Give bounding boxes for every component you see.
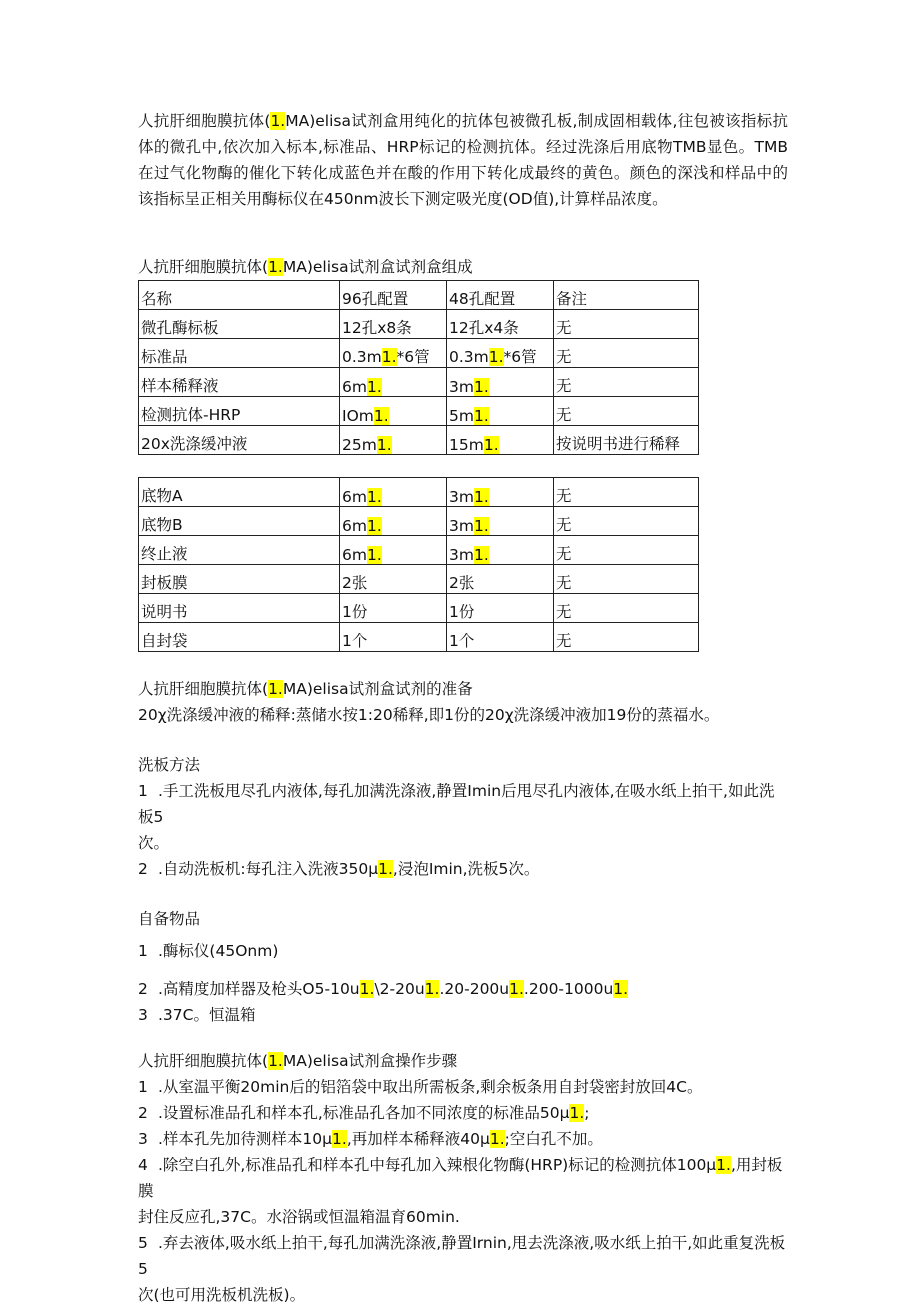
header-cell: 96孔配置 [340, 281, 447, 310]
cell-96: 25m1. [340, 426, 447, 455]
intro-text: MA)elisa试剂盒用纯化的抗体包被微孔板,制成固相载体,往包被该指标抗体的微孔中,依次加入标本,标准品、HRP标记的检测抗体。经过洗涤后用底物TMB显色。TMB在过气化物酶的催化下转化成蓝色并在酸的作用下转化成最终的黄色。颜色的深浅和样品中的该指标呈正相关用酶标仪在450nm波长下测定吸光度(OD值),计算样品浓度。 [138, 112, 788, 208]
cell-96: IOm1. [340, 397, 447, 426]
cell-96: 12孔x8条 [340, 310, 447, 339]
table-row [139, 623, 699, 652]
header-cell: 名称 [139, 281, 340, 310]
composition-table [138, 280, 699, 455]
list-item: 2 .高精度加样器及枪头O5-10u1.\2-20u1..20-200u1..200-1000u1. [138, 980, 629, 998]
cell-48: 3m1. [447, 507, 554, 536]
steps-list [138, 1074, 788, 1308]
table-row [139, 339, 699, 368]
list-item: 3 .37C。恒温箱 [138, 1006, 256, 1024]
cell-48: 2张 [447, 565, 554, 594]
list-item: 2 .自动洗板机:每孔注入洗液350μ1.,浸泡Imin,洗板5次。 [138, 860, 540, 878]
cell-48: 3m1. [447, 478, 554, 507]
cell-note: 无 [554, 507, 699, 536]
cell-name: 20x洗涤缓冲液 [139, 426, 340, 455]
cell-48: 5m1. [447, 397, 554, 426]
cell-name: 样本稀释液 [139, 368, 340, 397]
list-item-cont: 封住反应孔,37C。水浴锅或恒温箱温育60min. [138, 1208, 460, 1226]
table-row [139, 368, 699, 397]
composition-table-continued [138, 477, 699, 652]
list-item-cont: 次(也可用洗板机洗板)。 [138, 1286, 306, 1304]
cell-name: 底物A [139, 478, 340, 507]
prep-line: 20χ洗涤缓冲液的稀释:蒸储水按1:20稀释,即1份的20χ洗涤缓冲液加19份的蒸福水。 [138, 706, 720, 724]
cell-name: 终止液 [139, 536, 340, 565]
cell-note: 无 [554, 310, 699, 339]
supplies-title: 自备物品 [138, 910, 201, 928]
cell-note: 按说明书进行稀释 [554, 426, 699, 455]
cell-name: 标准品 [139, 339, 340, 368]
cell-48: 3m1. [447, 536, 554, 565]
list-item: 4 .除空白孔外,标准品孔和样本孔中每孔加入辣根化物酶(HRP)标记的检测抗体100μ1.,用封板膜 [138, 1156, 783, 1200]
cell-note: 无 [554, 397, 699, 426]
cell-96: 6m1. [340, 536, 447, 565]
table-row [139, 507, 699, 536]
table-row [139, 478, 699, 507]
cell-name: 微孔酶标板 [139, 310, 340, 339]
cell-name: 自封袋 [139, 623, 340, 652]
list-item: 1 .手工洗板甩尽孔内液体,每孔加满洗涤液,静置Imin后甩尽孔内液体,在吸水纸上拍干,如此洗板5 [138, 782, 775, 826]
cell-note: 无 [554, 594, 699, 623]
cell-96: 6m1. [340, 507, 447, 536]
list-item-cont: 次。 [138, 834, 170, 852]
cell-note: 无 [554, 368, 699, 397]
cell-48: 3m1. [447, 368, 554, 397]
cell-name: 底物B [139, 507, 340, 536]
cell-48: 1份 [447, 594, 554, 623]
list-item: 1 .从室温平衡20min后的铝箔袋中取出所需板条,剩余板条用自封袋密封放回4C。 [138, 1078, 703, 1096]
cell-96: 0.3m1.*6管 [340, 339, 447, 368]
table-row [139, 565, 699, 594]
intro-text: 人抗肝细胞膜抗体( [138, 112, 271, 130]
table-row [139, 426, 699, 455]
prep-title: 人抗肝细胞膜抗体(1.MA)elisa试剂盒试剂的准备 [138, 680, 473, 698]
list-item: 5 .弃去液体,吸水纸上拍干,每孔加满洗涤液,静置Irnin,甩去洗涤液,吸水纸上拍干,如此重复洗板5 [138, 1234, 786, 1278]
cell-96: 2张 [340, 565, 447, 594]
composition-title: 人抗肝细胞膜抗体(1.MA)elisa试剂盒试剂盒组成 [138, 258, 473, 276]
cell-96: 6m1. [340, 478, 447, 507]
list-item: 1 .酶标仪(45Onm) [138, 942, 279, 960]
list-item: 3 .样本孔先加待测样本10μ1.,再加样本稀释液40μ1.;空白孔不加。 [138, 1130, 603, 1148]
table-row [139, 536, 699, 565]
table-row [139, 594, 699, 623]
cell-note: 无 [554, 536, 699, 565]
cell-96: 1份 [340, 594, 447, 623]
wash-title: 洗板方法 [138, 756, 201, 774]
header-cell: 备注 [554, 281, 699, 310]
highlight: 1. [270, 112, 286, 130]
cell-name: 封板膜 [139, 565, 340, 594]
cell-48: 1个 [447, 623, 554, 652]
supplies-list [138, 938, 788, 1028]
document-page [138, 108, 788, 1308]
cell-48: 0.3m1.*6管 [447, 339, 554, 368]
cell-name: 检测抗体-HRP [139, 397, 340, 426]
cell-note: 无 [554, 565, 699, 594]
wash-list [138, 778, 788, 882]
list-item: 2 .设置标准品孔和样本孔,标准品孔各加不同浓度的标准品50μ1.; [138, 1104, 590, 1122]
cell-note: 无 [554, 623, 699, 652]
table-header-row [139, 281, 699, 310]
header-cell: 48孔配置 [447, 281, 554, 310]
table-row [139, 397, 699, 426]
cell-48: 15m1. [447, 426, 554, 455]
table-row [139, 310, 699, 339]
cell-note: 无 [554, 339, 699, 368]
intro-paragraph [138, 108, 788, 212]
cell-48: 12孔x4条 [447, 310, 554, 339]
cell-name: 说明书 [139, 594, 340, 623]
steps-title: 人抗肝细胞膜抗体(1.MA)elisa试剂盒操作步骤 [138, 1052, 458, 1070]
cell-note: 无 [554, 478, 699, 507]
cell-96: 6m1. [340, 368, 447, 397]
cell-96: 1个 [340, 623, 447, 652]
